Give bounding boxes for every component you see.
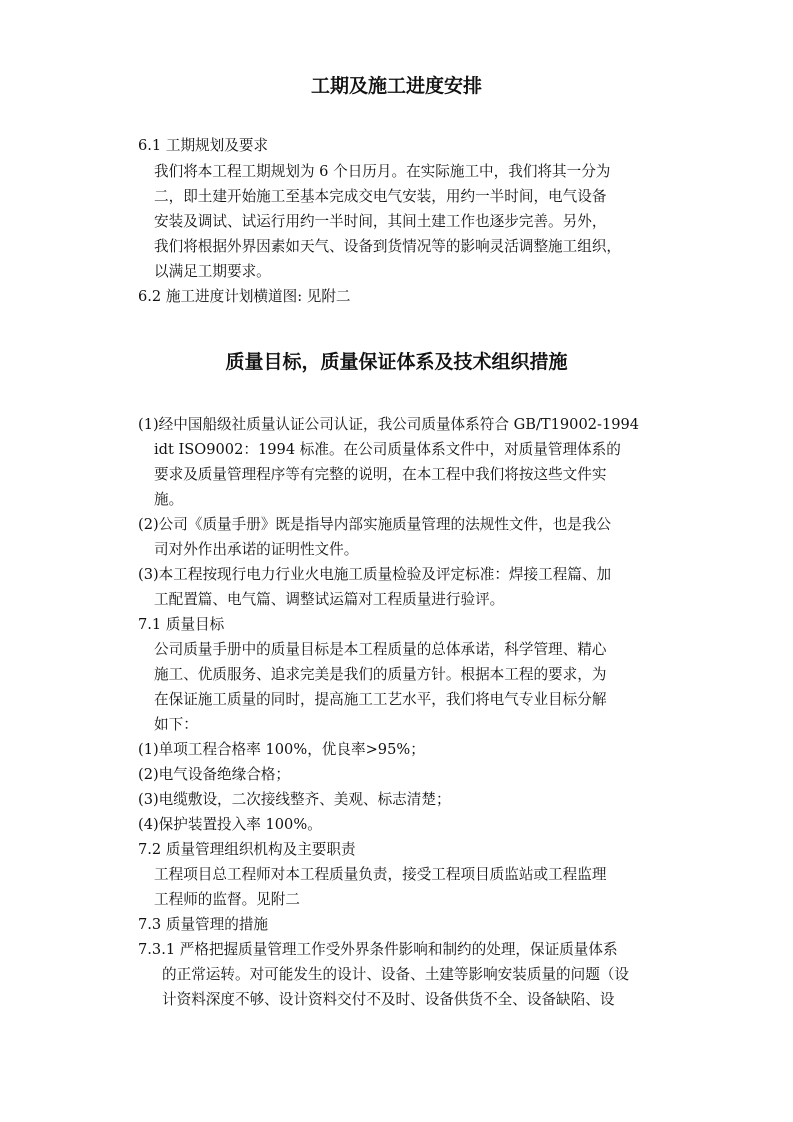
quality-line: 在保证施工质量的同时，提高施工工艺水平，我们将电气专业目标分解 — [154, 691, 607, 708]
schedule-paragraph-line: 安装及调试、试运行用约一半时间，其间土建工作也逐步完善。另外， — [154, 213, 607, 230]
quality-line: 司对外作出承诺的证明性文件。 — [154, 541, 359, 558]
quality-line: 如下： — [154, 716, 198, 733]
section-title: 质量目标，质量保证体系及技术组织措施 — [225, 351, 568, 373]
quality-target: (2)电气设备绝缘合格； — [138, 766, 291, 783]
quality-subheading: 7.1 质量目标 — [138, 616, 225, 633]
quality-line: 工程项目总工程师对本工程质量负责，接受工程项目质监站或工程监理 — [154, 866, 607, 883]
quality-line: 工配置篇、电气篇、调整试运篇对工程质量进行验评。 — [154, 591, 505, 608]
schedule-paragraph-line: 以满足工期要求。 — [154, 263, 271, 280]
quality-target: (1)单项工程合格率 100%，优良率>95%； — [138, 741, 425, 758]
quality-target: (4)保护装置投入率 100%。 — [138, 816, 322, 833]
quality-line: (2)公司《质量手册》既是指导内部实施质量管理的法规性文件，也是我公 — [138, 516, 612, 533]
quality-target: (3)电缆敷设，二次接线整齐、美观、标志清楚； — [138, 791, 451, 808]
quality-line: 7.3.1 严格把握质量管理工作受外界条件影响和制约的处理，保证质量体系 — [138, 941, 618, 958]
quality-line: 计资料深度不够、设计资料交付不及时、设备供货不全、设备缺陷、设 — [162, 991, 615, 1008]
quality-line: (3)本工程按现行电力行业火电施工质量检验及评定标准：焊接工程篇、加 — [138, 566, 612, 583]
quality-line: 施。 — [154, 491, 184, 508]
quality-line: 施工、优质服务、追求完美是我们的质量方针。根据本工程的要求，为 — [154, 666, 607, 683]
schedule-paragraph-line: 我们将本工程工期规划为 6 个日历月。在实际施工中，我们将其一分为 — [154, 163, 611, 180]
quality-line: (1)经中国船级社质量认证公司认证，我公司质量体系符合 GB/T19002-1994 — [138, 416, 640, 433]
schedule-heading: 6.1 工期规划及要求 — [138, 137, 269, 154]
quality-line: 的正常运转。对可能发生的设计、设备、土建等影响安装质量的问题（设 — [162, 966, 630, 983]
quality-line: 公司质量手册中的质量目标是本工程质量的总体承诺，科学管理、精心 — [154, 641, 607, 658]
schedule-paragraph-line: 我们将根据外界因素如天气、设备到货情况等的影响灵活调整施工组织， — [154, 238, 622, 255]
quality-line: 工程师的监督。见附二 — [154, 891, 300, 908]
quality-subheading: 7.2 质量管理组织机构及主要职责 — [138, 841, 356, 858]
quality-line: idt ISO9002：1994 标准。在公司质量体系文件中，对质量管理体系的 — [154, 441, 621, 458]
page-title: 工期及施工进度安排 — [310, 75, 482, 97]
quality-line: 要求及质量管理程序等有完整的说明，在本工程中我们将按这些文件实 — [154, 466, 607, 483]
gantt-reference: 6.2 施工进度计划横道图: 见附二 — [138, 288, 351, 305]
quality-subheading: 7.3 质量管理的措施 — [138, 916, 269, 933]
schedule-paragraph-line: 二，即土建开始施工至基本完成交电气安装，用约一半时间，电气设备 — [154, 188, 607, 205]
